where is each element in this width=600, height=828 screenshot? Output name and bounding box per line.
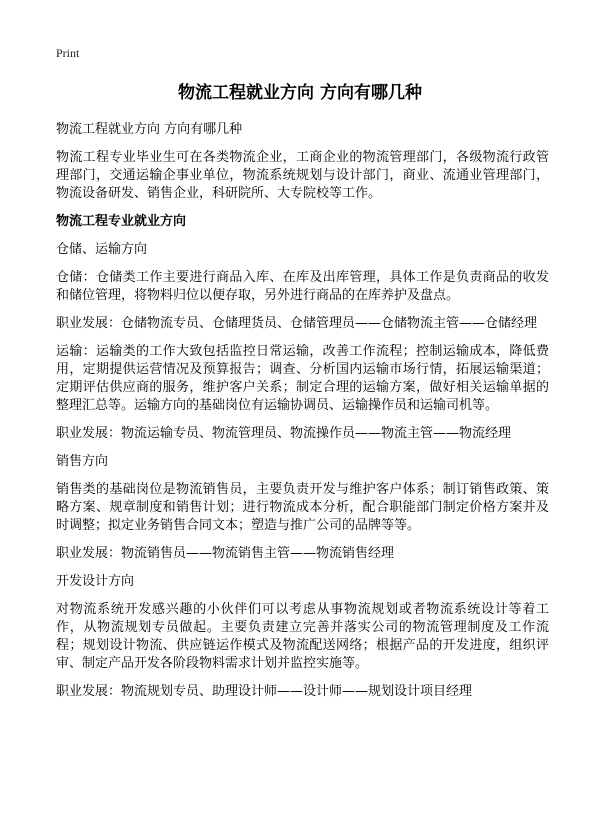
transport-career-path: 职业发展：物流运输专员、物流管理员、物流操作员——物流主管——物流经理 [56,426,512,441]
design-heading: 开发设计方向 [56,574,135,589]
storage-career-path: 职业发展：仓储物流专员、仓储理货员、仓储管理员——仓储物流主管——仓储经理 [56,316,538,331]
intro-paragraph: 物流工程专业毕业生可在各类物流企业，工商企业的物流管理部门，各级物流行政管理部门，交通运输企事业单位，物流系统规划与设计部门，商业、流通业管理部门，物流设备研发、销售企业，科研院所、大专院校等工作。 [56,150,549,201]
article-body [56,121,549,711]
warehouse-transport-heading: 仓储、运输方向 [56,242,148,257]
storage-description: 仓储：仓储类工作主要进行商品入库、在库及出库管理，具体工作是负责商品的收发和储位管理，将物料归位以便存取，另外进行商品的在库养护及盘点。 [56,270,549,303]
page-title: 物流工程就业方向 方向有哪几种 [178,83,422,103]
sales-career-path: 职业发展：物流销售员——物流销售主管——物流销售经理 [56,546,395,561]
design-career-path: 职业发展：物流规划专员、助理设计师——设计师——规划设计项目经理 [56,684,473,699]
sales-description: 销售类的基础岗位是物流销售员，主要负责开发与维护客户体系；制订销售政策、策略方案、规章制度和销售计划；进行物流成本分析，配合职能部门制定价格方案并及时调整；拟定业务销售合同文本；塑造与推广公司的品牌等等。 [56,482,549,533]
design-description: 对物流系统开发感兴趣的小伙伴们可以考虑从事物流规划或者物流系统设计等着工作，从物流规划专员做起。主要负责建立完善并落实公司的物流管理制度及工作流程；规划设计物流、供应链运作模式及物流配送网络；根据产品的开发进度，组织评审、制定产品开发各阶段物料需求计划并监控实施等。 [56,602,549,671]
sales-heading: 销售方向 [56,454,109,469]
section-heading: 物流工程专业就业方向 [56,214,187,229]
print-link[interactable]: Print [56,46,80,60]
transport-description: 运输：运输类的工作大致包括监控日常运输，改善工作流程；控制运输成本，降低费用，定期提供运营情况及预算报告；调查、分析国内运输市场行情，拓展运输渠道；定期评估供应商的服务，维护客户关系；制定合理的运输方案，做好相关运输单据的整理汇总等。运输方向的基础岗位有运输协调员、运输操作员和运输司机等。 [56,344,549,413]
article-subtitle: 物流工程就业方向 方向有哪几种 [56,122,243,137]
